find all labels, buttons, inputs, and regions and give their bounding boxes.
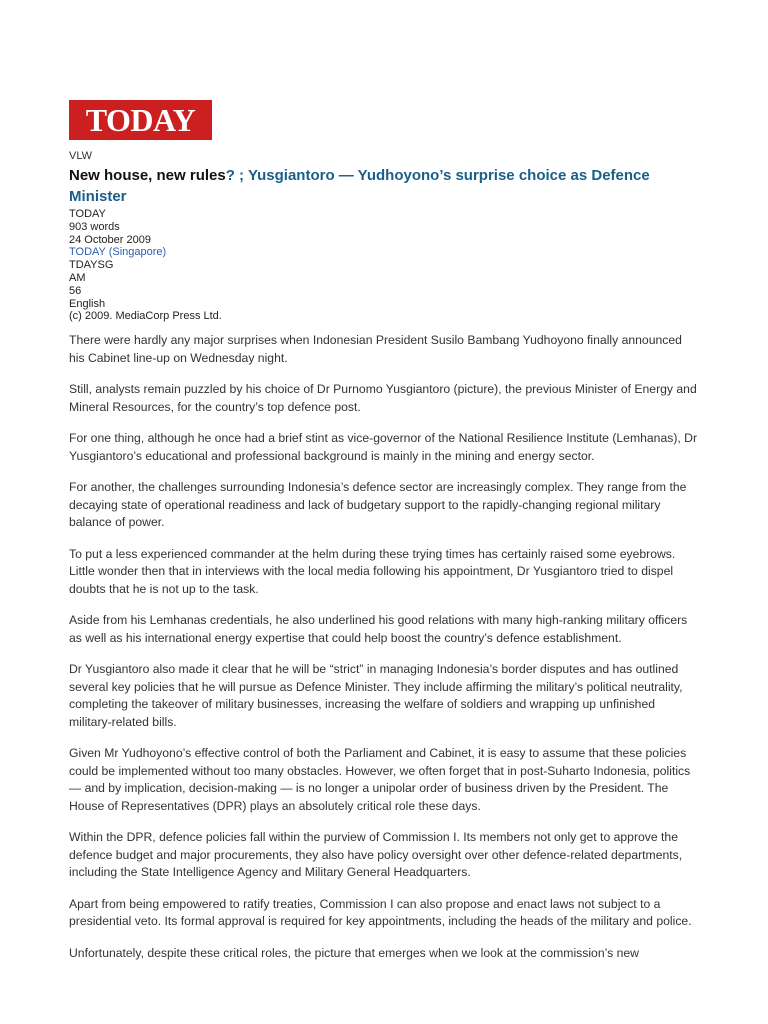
article-paragraph: Dr Yusgiantoro also made it clear that he will be “strict” in managing Indonesia’s border disputes and has outlined several key policies that he will pursue as Defence Minister. They include affirming the military’s political neutrality, completing the takeover of military businesses, increasing the welfare of soldiers and wrapping up unfinished military-related bills. xyxy=(69,662,683,729)
article-paragraph: Apart from being empowered to ratify treaties, Commission I can also propose and enact laws not subject to a presidential veto. Its formal approval is required for key appointments, including the heads of the military and police. xyxy=(69,896,692,929)
document-page xyxy=(69,100,699,976)
article-paragraph: There were hardly any major surprises when Indonesian President Susilo Bambang Yudhoyono finally announced his Cabinet line-up on Wednesday night. xyxy=(69,333,682,365)
article-paragraph: Unfortunately, despite these critical roles, the picture that emerges when we look at the commission’s new xyxy=(69,945,639,960)
article-paragraph: For one thing, although he once had a brief stint as vice-governor of the National Resilience Institute (Lemhanas), Dr Yusgiantoro’s educational and professional background is mainly in the mining and energy sector. xyxy=(69,431,698,463)
meta-source: TODAY xyxy=(69,208,106,220)
meta-publication-link[interactable]: TODAY (Singapore) xyxy=(69,246,167,259)
article-headline xyxy=(69,165,699,207)
meta-copyright: (c) 2009. MediaCorp Press Ltd. xyxy=(69,310,222,323)
article-body xyxy=(69,332,699,962)
meta-language: English xyxy=(69,297,106,310)
today-logo: TODAY xyxy=(69,100,212,140)
meta-date: 24 October 2009 xyxy=(69,233,151,246)
article-paragraph: Given Mr Yudhoyono’s effective control of both the Parliament and Cabinet, it is easy to assume that these policies could be implemented without too many obstacles. However, we often forget that in post-Suharto Indonesia, politics — and by implication, decision-making — is no longer a unipolar order of business driven by the President. The House of Representatives (DPR) plays an absolutely critical role these days. xyxy=(69,746,691,813)
meta-edition: AM xyxy=(69,271,86,284)
article-paragraph: Within the DPR, defence policies fall within the purview of Commission I. Its members not only get to approve the defence budget and major procurements, they also have policy oversight over other defence-related departments, including the State Intelligence Agency and Military General Headquarters. xyxy=(69,830,683,880)
article-paragraph: Still, analysts remain puzzled by his choice of Dr Purnomo Yusgiantoro (picture), the previous Minister of Energy and Mineral Resources, for the country’s top defence post. xyxy=(69,382,697,414)
article-paragraph: To put a less experienced commander at the helm during these trying times has certainly raised some eyebrows. Little wonder then that in interviews with the local media following his appointment, Dr Yusgiantoro tried to dispel doubts that he is not up to the task. xyxy=(69,546,676,596)
article-metadata xyxy=(69,208,699,323)
article-paragraph: For another, the challenges surrounding Indonesia’s defence sector are increasingly complex. They range from the decaying state of operational readiness and lack of budgetary support to the rapidly-changing regional military balance of power. xyxy=(69,480,687,530)
meta-source-code: TDAYSG xyxy=(69,259,114,272)
article-paragraph: Aside from his Lemhanas credentials, he also underlined his good relations with many high-ranking military officers as well as his international energy expertise that could help boost the country’s defence establishment. xyxy=(69,613,688,645)
document-code: VLW xyxy=(69,150,93,162)
headline-main: New house, new rules xyxy=(69,167,226,184)
headline-link[interactable]: ? ; Yusgiantoro — Yudhoyono’s surprise choice as Defence Minister xyxy=(69,167,650,205)
meta-page: 56 xyxy=(69,284,82,297)
meta-word-count: 903 words xyxy=(69,220,120,233)
